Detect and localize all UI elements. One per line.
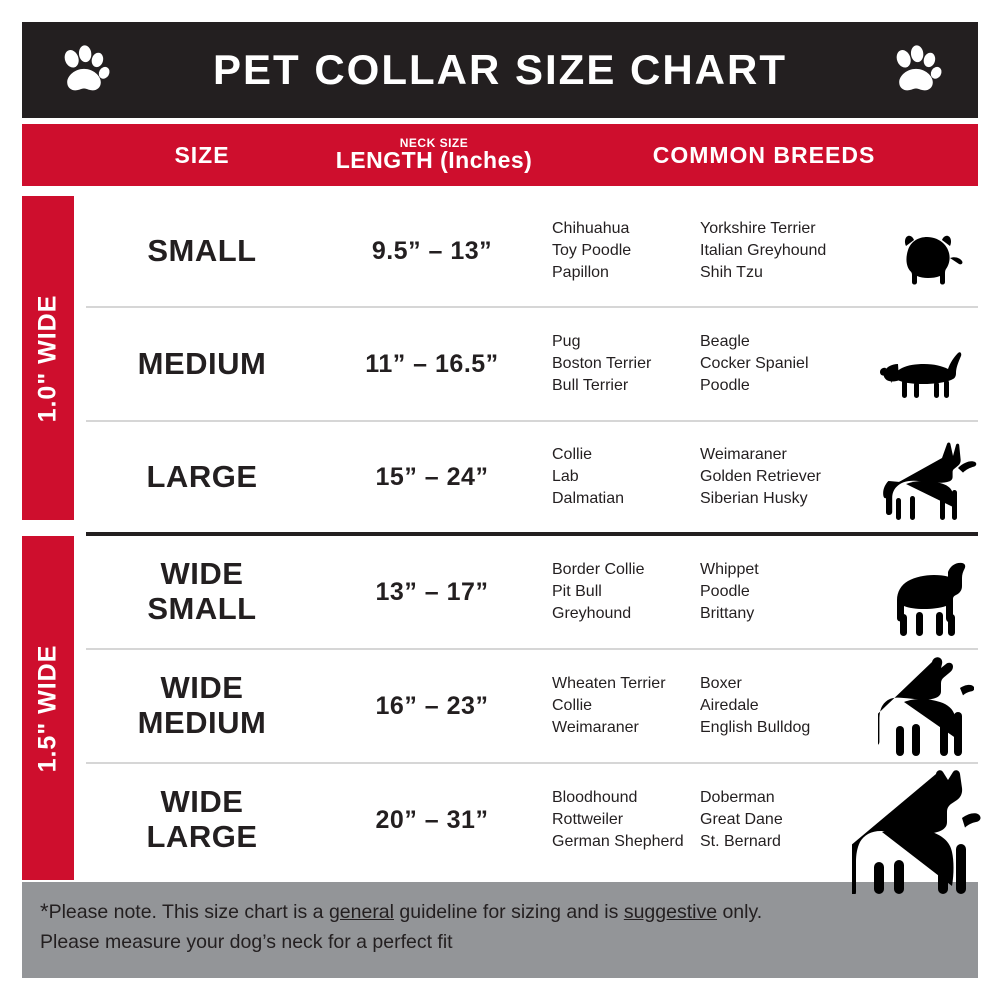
breed-item: Pit Bull <box>552 582 602 600</box>
table-row <box>86 196 978 308</box>
breed-column-2 <box>700 787 850 853</box>
breed-item: Chihuahua <box>552 219 630 237</box>
breed-item: Lab <box>552 467 579 485</box>
row-size-line1: LARGE <box>146 458 258 494</box>
row-length: 20” – 31” <box>375 805 489 834</box>
breed-column-1 <box>552 444 700 510</box>
breed-item: Border Collie <box>552 560 645 578</box>
row-size-line2: LARGE <box>146 819 258 854</box>
breed-item: Poodle <box>700 377 750 395</box>
row-size-line1: WIDE <box>160 556 244 592</box>
footer-line-1-part-b: guideline for sizing and is <box>394 901 624 923</box>
breed-column-1 <box>552 559 700 625</box>
group-label-1-inch-text: 1.0" WIDE <box>33 294 62 422</box>
breed-column-2 <box>700 673 850 739</box>
chart-header <box>22 22 978 118</box>
row-breeds <box>546 196 978 306</box>
row-length: 9.5” – 13” <box>371 236 493 265</box>
group-label-1-inch <box>22 196 74 520</box>
breed-item: Beagle <box>700 332 750 350</box>
row-breeds <box>546 764 978 876</box>
doberman-dog-silhouette-icon <box>852 768 982 894</box>
breed-item: Dalmatian <box>552 490 625 508</box>
breed-item: Bull Terrier <box>552 377 629 395</box>
group-label-1-5-inch <box>22 536 74 880</box>
footer-line-2: Please measure your dog’s neck for a perfect fit <box>40 930 453 953</box>
page-title: PET COLLAR SIZE CHART <box>213 46 787 93</box>
column-header-row <box>22 124 978 186</box>
breed-column-1 <box>552 787 700 853</box>
breed-item: Brittany <box>700 605 755 623</box>
row-size-line1: MEDIUM <box>137 345 267 381</box>
breed-item: Weimaraner <box>552 719 639 737</box>
breed-item: Collie <box>552 696 593 714</box>
breed-item: Poodle <box>700 582 750 600</box>
breed-item: Pug <box>552 332 581 350</box>
row-length: 11” – 16.5” <box>365 349 499 378</box>
row-size <box>86 308 318 420</box>
table-row <box>86 308 978 422</box>
breed-item: Rottweiler <box>552 810 624 828</box>
header-gap <box>74 124 86 186</box>
breed-item: Boxer <box>700 674 742 692</box>
row-breeds <box>546 536 978 648</box>
breed-item: Yorkshire Terrier <box>700 219 816 237</box>
footer-line-1-part-a: Please note. This size chart is a <box>48 901 329 923</box>
row-length: 15” – 24” <box>375 462 489 491</box>
shepherd-dog-silhouette-icon <box>870 438 978 524</box>
column-header-size <box>86 124 318 186</box>
table-row <box>86 422 978 536</box>
table-row <box>86 764 978 876</box>
breed-item: Italian Greyhound <box>700 241 827 259</box>
group-label-1-5-inch-text: 1.5" WIDE <box>33 644 62 772</box>
table-row <box>86 536 978 650</box>
row-length: 13” – 17” <box>375 577 489 606</box>
footer-underline-general: general <box>328 901 394 923</box>
breed-item: Bloodhound <box>552 788 638 806</box>
breed-item: Boston Terrier <box>552 354 652 372</box>
row-size <box>86 536 318 648</box>
pomeranian-dog-silhouette-icon <box>888 230 966 292</box>
corner-spacer <box>22 124 74 186</box>
breed-item: Wheaten Terrier <box>552 674 666 692</box>
column-header-length-label: LENGTH (Inches) <box>335 147 533 173</box>
paw-icon <box>56 42 112 98</box>
breed-item: Airedale <box>700 696 759 714</box>
breed-item: Cocker Spaniel <box>700 354 809 372</box>
row-size-line1: WIDE <box>160 784 244 820</box>
footer-note <box>22 882 978 978</box>
column-header-breeds-label: COMMON BREEDS <box>652 141 876 168</box>
breed-column-1 <box>552 218 700 284</box>
column-header-size-label: SIZE <box>174 141 230 168</box>
row-breeds <box>546 422 978 532</box>
footer-underline-suggestive: suggestive <box>623 901 718 923</box>
row-size-line1: SMALL <box>147 232 257 268</box>
breed-column-2 <box>700 218 850 284</box>
boxer-dog-silhouette-icon <box>878 654 974 762</box>
breed-item: Greyhound <box>552 605 632 623</box>
breed-item: Toy Poodle <box>552 241 632 259</box>
bulldog-silhouette-icon <box>878 556 970 640</box>
asterisk: * <box>40 899 49 924</box>
row-size <box>86 196 318 306</box>
breed-column-1 <box>552 673 700 739</box>
column-header-length <box>322 124 546 186</box>
breed-item: Siberian Husky <box>700 490 808 508</box>
breed-column-2 <box>700 444 850 510</box>
breed-item: Collie <box>552 445 593 463</box>
breed-column-2 <box>700 559 850 625</box>
breed-item: Shih Tzu <box>700 264 763 282</box>
row-size-line1: WIDE <box>160 670 244 706</box>
row-breeds <box>546 650 978 762</box>
row-size <box>86 764 318 876</box>
beagle-dog-silhouette-icon <box>876 338 972 404</box>
size-table-body <box>86 196 978 876</box>
breed-item: Great Dane <box>700 810 783 828</box>
row-size-line2: MEDIUM <box>137 705 267 740</box>
breed-item: English Bulldog <box>700 719 811 737</box>
row-size <box>86 650 318 762</box>
breed-item: Doberman <box>700 788 775 806</box>
paw-icon <box>888 42 944 98</box>
breed-column-1 <box>552 331 700 397</box>
row-length: 16” – 23” <box>375 691 489 720</box>
footer-line-1 <box>40 896 958 928</box>
row-size-line2: SMALL <box>147 591 257 626</box>
row-breeds <box>546 308 978 420</box>
breed-item: German Shepherd <box>552 833 684 851</box>
row-size <box>86 422 318 532</box>
breed-item: St. Bernard <box>700 833 781 851</box>
breed-item: Papillon <box>552 264 609 282</box>
breed-item: Whippet <box>700 560 759 578</box>
breed-column-2 <box>700 331 850 397</box>
footer-line-1-part-c: only. <box>717 901 763 923</box>
breed-item: Weimaraner <box>700 445 787 463</box>
table-row <box>86 650 978 764</box>
column-header-neck-size-label: NECK SIZE <box>399 136 469 150</box>
column-header-breeds <box>550 124 978 186</box>
breed-item: Golden Retriever <box>700 467 821 485</box>
